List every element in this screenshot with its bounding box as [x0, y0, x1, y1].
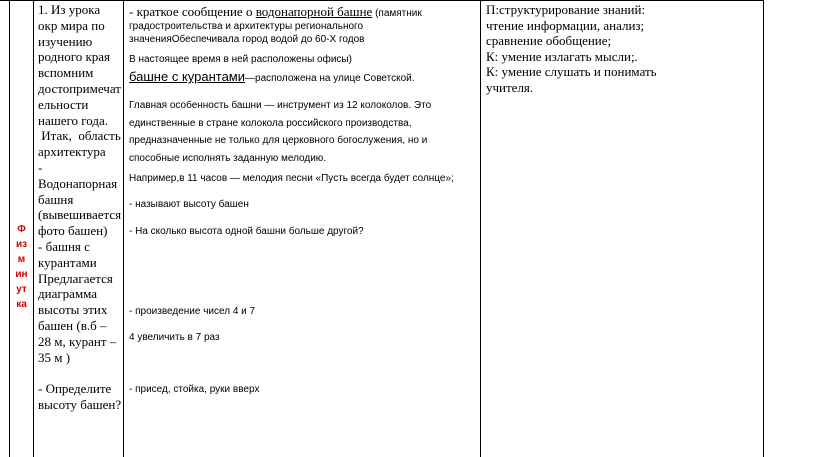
teacher-line: - Определите — [38, 381, 112, 397]
competence-line: К: умение слушать и понимать — [486, 64, 657, 80]
intro-paragraph — [129, 5, 474, 46]
stage-letter-6: ка — [16, 299, 27, 310]
exercise-line: - присед, стойка, руки вверх — [129, 384, 260, 395]
teacher-line: Водонапорная — [38, 175, 118, 191]
chimes-tower-link: башне с курантами — [129, 69, 246, 84]
intro-prefix: - краткое сообщение о — [129, 4, 256, 19]
chimes-rest: —расположена на улице Советской. — [245, 73, 415, 84]
stage-letter-3: м — [17, 254, 26, 265]
teacher-line: нашего года. — [38, 112, 109, 128]
activity-cell — [124, 0, 480, 457]
increase-line: 4 увеличить в 7 раз — [129, 332, 220, 343]
water-tower-link: водонапорной башне — [255, 4, 373, 19]
teacher-line: родного края — [38, 49, 111, 65]
stage-letter-5: ут — [16, 284, 27, 295]
melody-example: Например,в 11 часов — мелодия песни «Пусть всегда будет солнце»; — [129, 173, 454, 184]
competences-text — [486, 2, 657, 96]
competences-cell — [481, 0, 763, 457]
teacher-line: 28 м, курант – — [38, 333, 117, 349]
name-heights: - называют высоту башен — [129, 199, 249, 210]
teacher-line: диаграмма — [38, 286, 98, 302]
teacher-line: 35 м ) — [38, 349, 71, 365]
competence-line: К: умение излагать мысли;. — [486, 48, 638, 64]
chimes-line — [129, 70, 415, 85]
stage-letter-1: Ф — [17, 224, 26, 235]
teacher-line: окр мира по — [38, 17, 105, 33]
teacher-line: - — [38, 159, 43, 175]
teacher-line: фото башен) — [38, 223, 108, 239]
teacher-line: (вывешивается — [38, 207, 122, 223]
teacher-line: - башня с — [38, 238, 90, 254]
height-question: - На сколько высота одной башни больше другой? — [129, 226, 364, 237]
teacher-line: башня — [38, 191, 74, 207]
teacher-line: ельности — [38, 96, 89, 112]
teacher-line: достопримечат — [38, 80, 121, 96]
competence-line: сравнение обобщение; — [486, 33, 612, 49]
intro-note: (памятник градостроительства и архитектуры регионального значенияОбеспечивала город водой до 60-Х годов — [129, 8, 422, 45]
competence-line: чтение информации, анализ; — [486, 17, 645, 33]
teacher-line: изучению — [38, 33, 93, 49]
stage-letter-4: ин — [15, 269, 28, 280]
teacher-line: курантами — [38, 254, 97, 270]
teacher-text — [38, 2, 121, 413]
teacher-line: Итак, область — [38, 128, 121, 144]
stage-letter-2: из — [15, 239, 28, 250]
teacher-cell — [34, 0, 123, 457]
teacher-line: высоту башен? — [38, 396, 122, 412]
teacher-line: архитектура — [38, 144, 106, 160]
competence-line: П:структурирование знаний: — [486, 2, 646, 17]
teacher-spacer — [38, 365, 121, 381]
stage-label — [10, 222, 33, 312]
stage-cell — [10, 0, 33, 457]
bells-paragraph: Главная особенность башни — инструмент из 12 колоколов. Это единственные в стране колокола российского производства, предназначенные не только для церковного богослужения, но и способные исполнять заданную мелодию. — [129, 100, 432, 164]
competence-line: учителя. — [486, 79, 534, 95]
teacher-line: вспомним — [38, 65, 94, 81]
product-line: - произведение чисел 4 и 7 — [129, 306, 256, 317]
offices-note: В настоящее время в ней расположены офисы) — [129, 54, 352, 65]
teacher-line: 1. Из урока — [38, 2, 101, 17]
teacher-line: Предлагается — [38, 270, 113, 286]
table-border-4 — [763, 0, 764, 457]
teacher-line: башен (в.б – — [38, 317, 107, 333]
teacher-line: высоты этих — [38, 302, 108, 318]
